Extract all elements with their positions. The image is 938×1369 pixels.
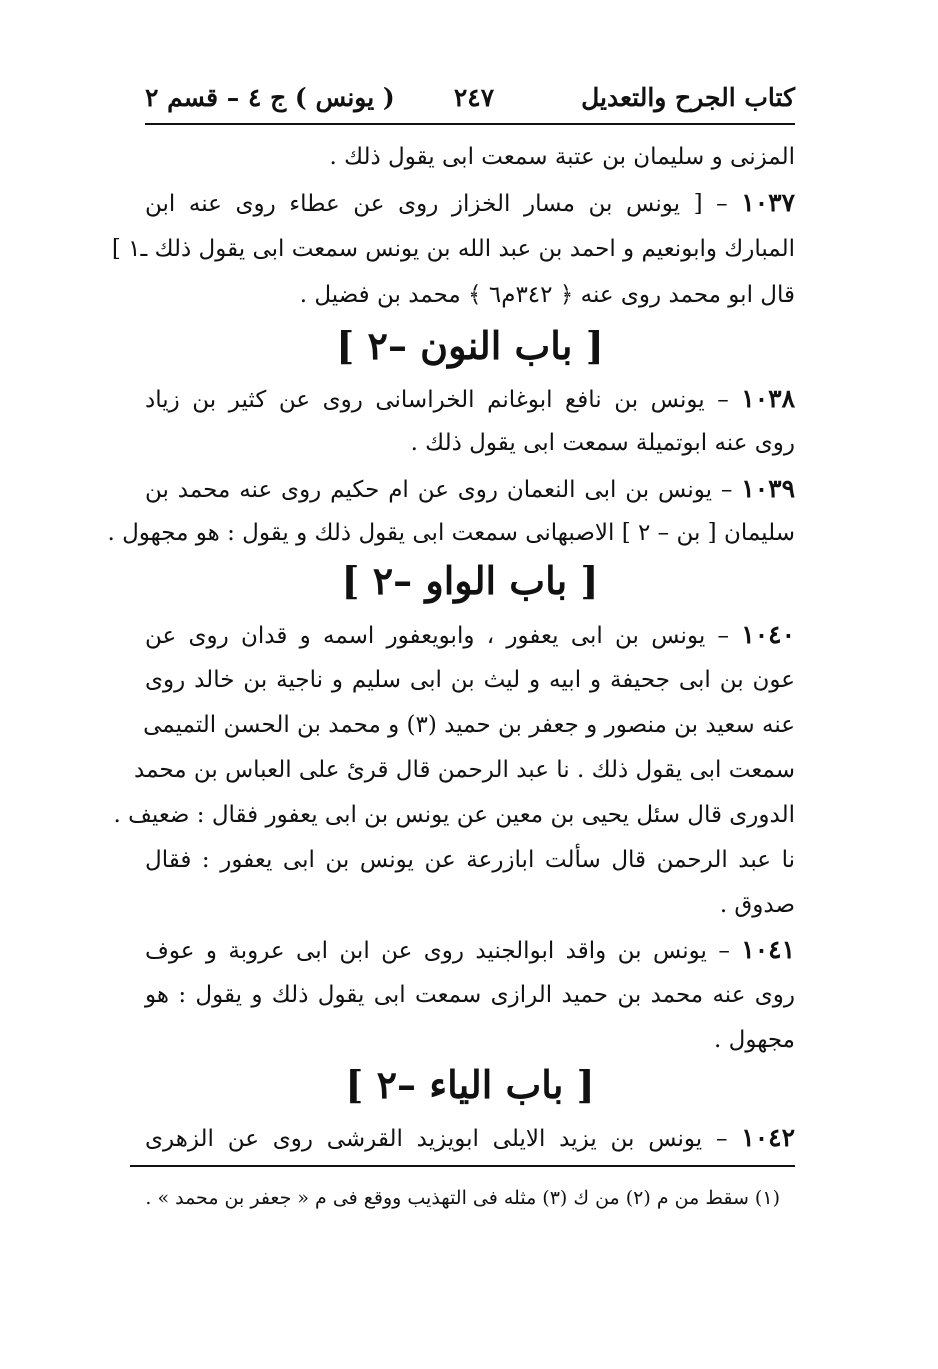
header-book-title: كتاب الجرح والتعديل xyxy=(581,82,795,112)
text-line: روى عنه محمد بن حميد الرازى سمعت ابى يقول ذلك و يقول : هو xyxy=(145,982,795,1008)
text-line: سليمان [ بن – ٢ ] الاصبهانى سمعت ابى يقول ذلك و يقول : هو مجهول . xyxy=(107,520,795,546)
footnote: (١) سقط من م (٢) من ك (٣) مثله فى التهذيب ووقع فى م « جعفر بن محمد » . xyxy=(145,1187,780,1209)
entry-number: ١٠٣٨ xyxy=(741,384,795,413)
entry-number: ١٠٤٠ xyxy=(741,620,795,649)
text-line: المزنى و سليمان بن عتبة سمعت ابى يقول ذلك . xyxy=(329,144,795,170)
chapter-heading: [ باب الواو –٢ ] xyxy=(341,558,599,603)
text-line: الدورى قال سئل يحيى بن معين عن يونس بن ابى يعفور فقال : ضعيف . xyxy=(113,802,795,828)
text-line: صدوق . xyxy=(719,892,795,918)
footnote-rule xyxy=(130,1165,795,1167)
text-line: مجهول . xyxy=(714,1027,795,1053)
text-line: روى عنه ابوتميلة سمعت ابى يقول ذلك . xyxy=(410,430,795,456)
entry-line: ١٠٤١ – يونس بن واقد ابوالجنيد روى عن ابن ابى عروبة و عوف xyxy=(145,935,795,964)
chapter-heading: [ باب الياء –٢ ] xyxy=(345,1062,595,1107)
entry-number: ١٠٤٢ xyxy=(741,1123,795,1152)
text-line: قال ابو محمد روى عنه ﴿ ٣٤٢م٦ ﴾ محمد بن فضيل . xyxy=(299,282,795,308)
header-section: ( يونس ) ج ٤ – قسم ٢ xyxy=(145,82,395,112)
text-line: المبارك وابونعيم و احمد بن عبد الله بن يونس سمعت ابى يقول ذلك ـ١ ] xyxy=(111,236,795,262)
running-header xyxy=(145,72,795,122)
entry-line: ١٠٣٧ – [ يونس بن مسار الخزاز روى عن عطاء روى عنه ابن xyxy=(145,188,795,217)
chapter-heading: [ باب النون –٢ ] xyxy=(336,323,604,368)
entry-line: ١٠٤٢ – يونس بن يزيد الايلى ابويزيد القرشى روى عن الزهرى xyxy=(145,1123,795,1152)
entry-number: ١٠٣٧ xyxy=(741,188,795,217)
text-line: عون بن ابى جحيفة و ابيه و ليث بن ابى سليم و ناجية بن خالد روى xyxy=(145,667,795,693)
text-line: عنه سعيد بن منصور و جعفر بن حميد (٣) و محمد بن الحسن التميمى xyxy=(143,712,795,738)
entry-number: ١٠٤١ xyxy=(741,935,795,964)
entry-line: ١٠٤٠ – يونس بن ابى يعفور ، وابويعفور اسمه و قدان روى عن xyxy=(145,620,795,649)
entry-number: ١٠٣٩ xyxy=(741,474,795,503)
page-number: ٢٤٧ xyxy=(453,82,495,112)
entry-line: ١٠٣٩ – يونس بن ابى النعمان روى عن ام حكيم روى عنه محمد بن xyxy=(145,474,795,503)
header-rule xyxy=(145,123,795,125)
text-line: نا عبد الرحمن قال سألت ابازرعة عن يونس بن ابى يعفور : فقال xyxy=(145,847,795,873)
entry-line: ١٠٣٨ – يونس بن نافع ابوغانم الخراسانى روى عن كثير بن زياد xyxy=(145,384,795,413)
text-line: سمعت ابى يقول ذلك . نا عبد الرحمن قال قرئ على العباس بن محمد xyxy=(134,757,795,783)
